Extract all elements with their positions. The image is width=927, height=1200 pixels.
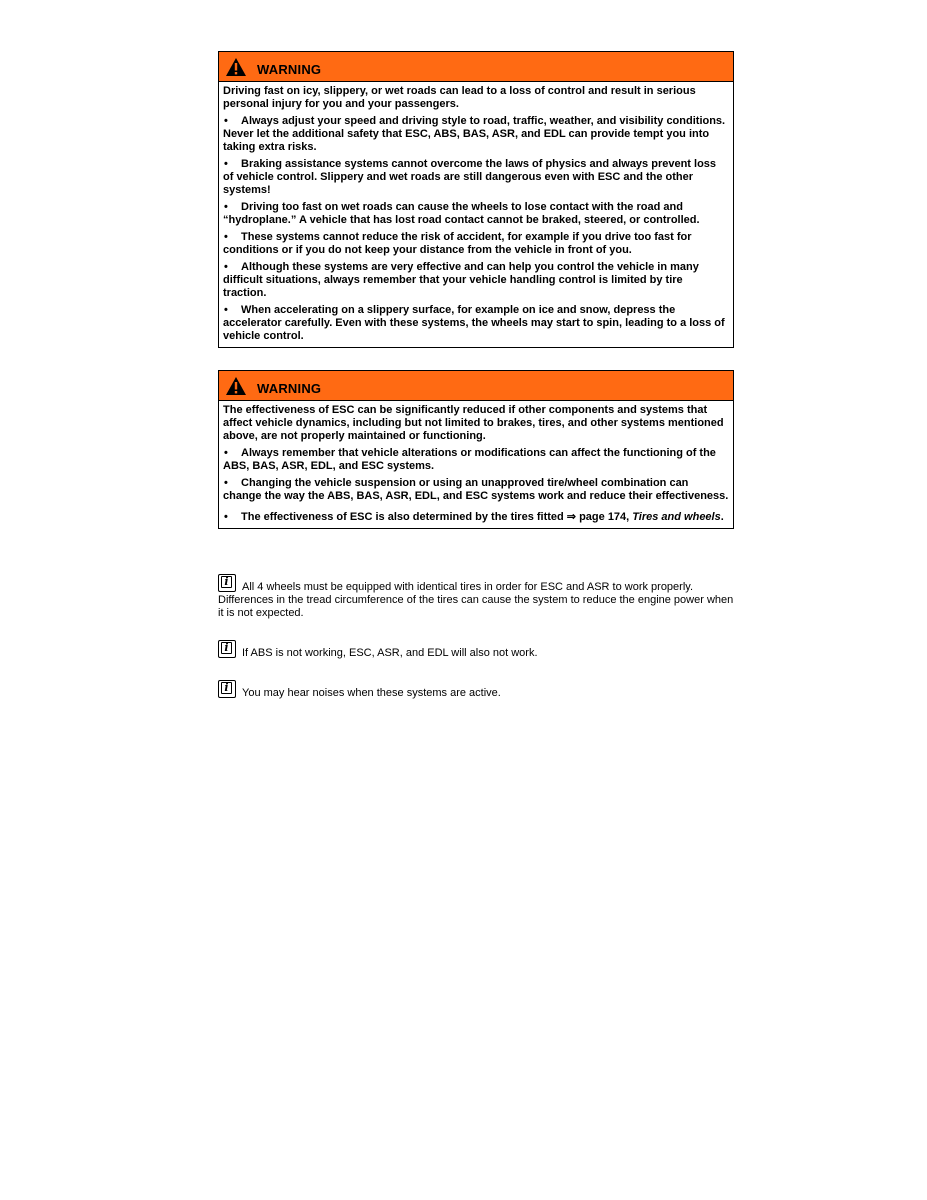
info-note-3 xyxy=(218,680,738,700)
info-icon: i xyxy=(218,640,236,658)
warning-triangle-icon xyxy=(225,376,247,396)
bullet-end: . xyxy=(720,511,724,523)
info-icon: i xyxy=(218,680,236,698)
warning-bullet: • Always adjust your speed and driving style to road, traffic, weather, and visibility conditions. Never let the additional safety that ESC, ABS, BAS, ASR, and EDL can provide tempt you into taking extra risks. xyxy=(223,115,729,154)
bullet-text: The effectiveness of ESC is also determined by the tires fitted ⇒ page 174, xyxy=(241,511,633,523)
warning-bullet: • Driving too fast on wet roads can cause the wheels to lose contact with the road and “hydroplane.” A vehicle that has lost road contact cannot be braked, steered, or controlled. xyxy=(223,201,729,227)
warning-bullet: • Changing the vehicle suspension or using an unapproved tire/wheel combination can change the way the ABS, BAS, ASR, EDL, and ESC systems work and reduce their effectiveness. xyxy=(223,477,729,503)
warning-intro: Driving fast on icy, slippery, or wet roads can lead to a loss of control and result in serious personal injury for you and your passengers. xyxy=(223,85,696,110)
note-text: All 4 wheels must be equipped with identical tires in order for ESC and ASR to work properly. Differences in the tread circumference of the tires can cause the system to reduce the engine power when it is not expected. xyxy=(218,581,734,619)
warning-title: WARNING xyxy=(257,381,322,396)
warning-bullet: • When accelerating on a slippery surface, for example on ice and snow, depress the accelerator carefully. Even with these systems, the wheels may start to spin, leading to a loss of vehicle control. xyxy=(223,304,729,343)
warning-body xyxy=(219,82,733,347)
page-reference-link[interactable]: Tires and wheels xyxy=(632,511,721,523)
warning-header xyxy=(219,52,733,82)
warning-intro: The effectiveness of ESC can be significantly reduced if other components and systems that affect vehicle dynamics, including but not limited to brakes, tires, and other systems mentioned above, are not properly maintained or functioning. xyxy=(223,404,724,442)
warning-title: WARNING xyxy=(257,62,322,77)
warning-box-1 xyxy=(218,51,734,348)
warning-bullet: • Although these systems are very effective and can help you control the vehicle in many difficult situations, always remember that your vehicle handling control is limited by tire traction. xyxy=(223,261,729,300)
note-text: If ABS is not working, ESC, ASR, and EDL will also not work. xyxy=(242,647,538,659)
note-text: You may hear noises when these systems are active. xyxy=(242,687,501,699)
warning-box-2 xyxy=(218,370,734,529)
warning-triangle-icon xyxy=(225,57,247,77)
warning-bullet-last xyxy=(223,511,729,524)
info-note-1 xyxy=(218,574,738,620)
warning-header xyxy=(219,371,733,401)
info-note-2 xyxy=(218,640,738,660)
info-icon: i xyxy=(218,574,236,592)
warning-body xyxy=(219,401,733,528)
warning-bullet: • Braking assistance systems cannot overcome the laws of physics and always prevent loss of vehicle control. Slippery and wet roads are still dangerous even with ESC and the other systems! xyxy=(223,158,729,197)
warning-bullet: • These systems cannot reduce the risk of accident, for example if you drive too fast for conditions or if you do not keep your distance from the vehicle in front of you. xyxy=(223,231,729,257)
warning-bullet: • Always remember that vehicle alterations or modifications can affect the functioning of the ABS, BAS, ASR, EDL, and ESC systems. xyxy=(223,447,729,473)
